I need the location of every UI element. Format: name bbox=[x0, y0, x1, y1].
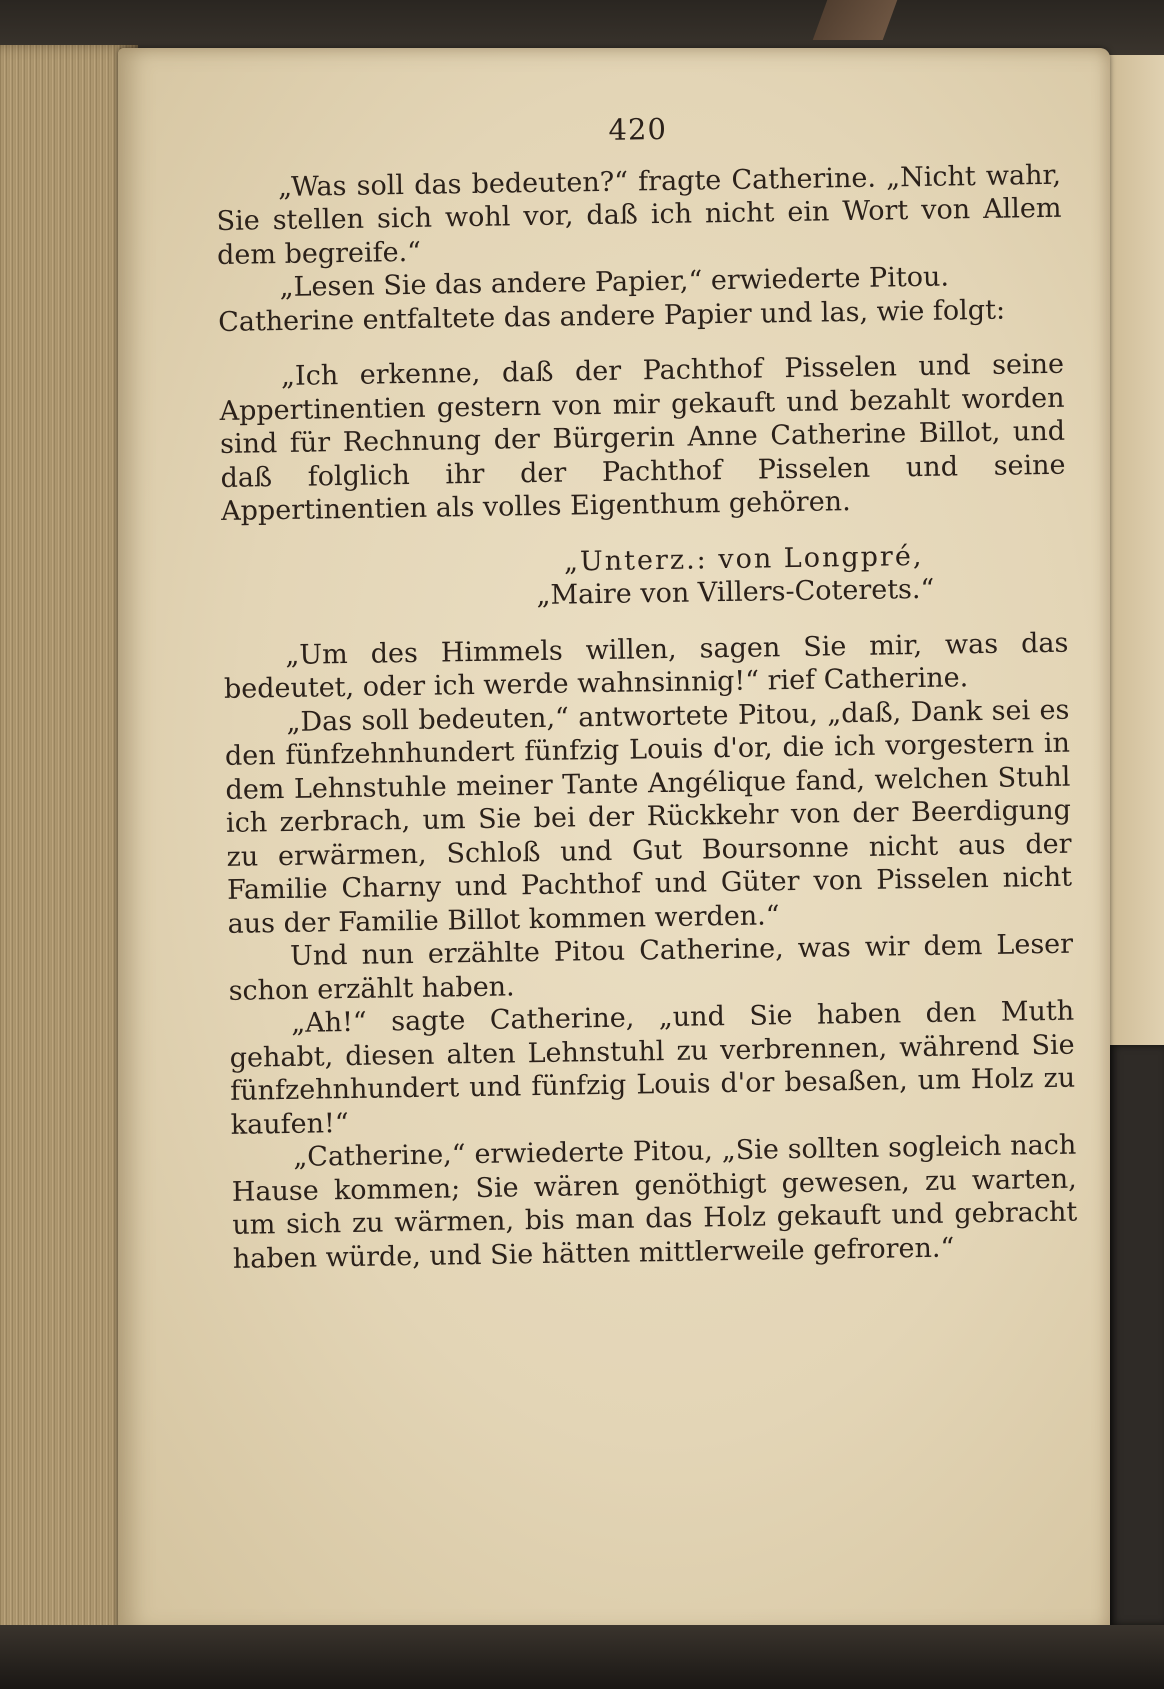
signature-title: „Maire von Villers-Coterets.“ bbox=[536, 573, 935, 612]
paragraph: „Was soll das bedeuten?“ fragte Catherine. „Nicht wahr, Sie stellen sich wohl vor, daß ich nicht ein Wort von Allem dem begreife.“ bbox=[216, 159, 1062, 271]
paragraph: Catherine entfaltete das andere Papier und las, wie folgt: bbox=[217, 294, 1006, 338]
signature-line: „Unterz.: von Longpré, bbox=[563, 540, 924, 578]
page-number: 420 bbox=[608, 111, 668, 147]
page-text bbox=[215, 107, 1078, 1276]
book-cover-edge bbox=[1110, 1045, 1164, 1625]
quoted-document: „Ich erkenne, daß der Pachthof Pisselen und seine Appertinentien gestern von mir gekauft und bezahlt worden sind für Rechnung der Bürgerin Anne Catherine Billot, und daß folglich ihr der Pachthof Pisselen und seine Appertinentien als volles Eigenthum gehören. bbox=[219, 348, 1066, 527]
paragraph: „Das soll bedeuten,“ antwortete Pitou, „daß, Dank sei es den fünfzehnhundert fünfzig Louis d'or, die ich vorgestern in dem Lehnstuhle meiner Tante Angélique fand, welchen Stuhl ich zerbrach, um Sie bei der Rückkehr von der Beerdigung zu erwärmen, Schloß und Gut Boursonne nicht aus der Familie Charny und Pachthof und Güter von Pisselen nicht aus der Familie Billot kommen werden.“ bbox=[224, 694, 1073, 940]
paragraph: „Catherine,“ erwiederte Pitou, „Sie sollten sogleich nach Hause kommen; Sie wären genöthigt gewesen, zu warten, um sich zu wärmen, bis man das Holz gekauft und gebracht haben würde, und Sie hätten mittlerweile gefroren.“ bbox=[231, 1129, 1078, 1275]
paragraph: „Ah!“ sagte Catherine, „und Sie haben den Muth gehabt, diesen alten Lehnstuhl zu verbrennen, während Sie fünfzehnhundert und fünfzig Louis d'or besaßen, um Holz zu kaufen!“ bbox=[229, 995, 1076, 1141]
paragraph: „Lesen Sie das andere Papier,“ erwiederte Pitou. bbox=[279, 261, 950, 304]
bookmark-ribbon bbox=[813, 0, 898, 40]
paragraph: Und nun erzählte Pitou Catherine, was wir dem Leser schon erzählt haben. bbox=[228, 928, 1074, 1007]
paragraph: „Um des Himmels willen, sagen Sie mir, was das bedeutet, oder ich werde wahnsinnig!“ rief Catherine. bbox=[223, 627, 1069, 705]
backdrop-top bbox=[0, 0, 1164, 55]
backdrop-bottom bbox=[0, 1625, 1164, 1689]
